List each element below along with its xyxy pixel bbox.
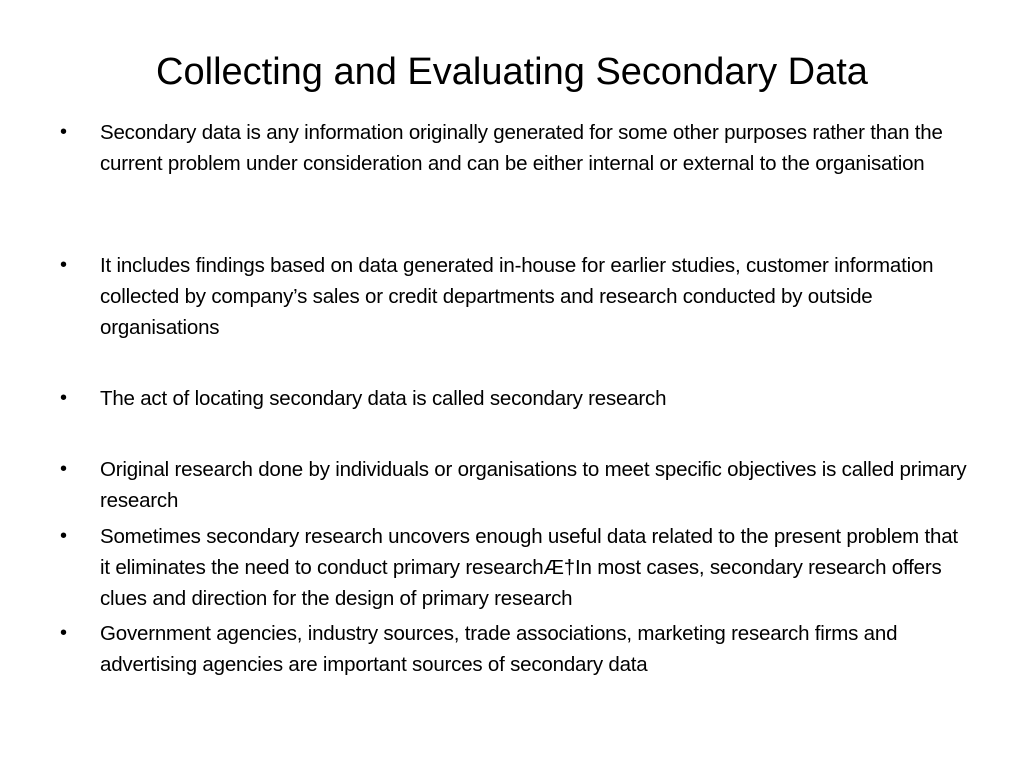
slide-title: Collecting and Evaluating Secondary Data: [156, 51, 868, 93]
bullet-text: Sometimes secondary research uncovers enough useful data related to the present problem that it eliminates the need to conduct primary researchÆ†In most cases, secondary research offers clues and direction for the design of primary research: [100, 525, 958, 610]
bullet-text: It includes findings based on data generated in-house for earlier studies, customer information collected by company’s sales or credit departments and research conducted by outside organisations: [100, 254, 934, 339]
bullet-dot-icon: •: [60, 525, 68, 547]
bullet-dot-icon: •: [60, 387, 68, 409]
bullet-text: Original research done by individuals or organisations to meet specific objectives is called primary research: [100, 458, 967, 512]
bullet-text: The act of locating secondary data is called secondary research: [100, 387, 667, 410]
bullet-text: Government agencies, industry sources, trade associations, marketing research firms and advertising agencies are important sources of secondary data: [100, 622, 898, 676]
bullet-dot-icon: •: [60, 121, 68, 143]
bullet-dot-icon: •: [60, 254, 68, 276]
bullet-dot-icon: •: [60, 458, 68, 480]
bullet-dot-icon: •: [60, 622, 68, 644]
bullet-text: Secondary data is any information originally generated for some other purposes rather than the current problem under consideration and can be either internal or external to the organisation: [100, 121, 943, 175]
